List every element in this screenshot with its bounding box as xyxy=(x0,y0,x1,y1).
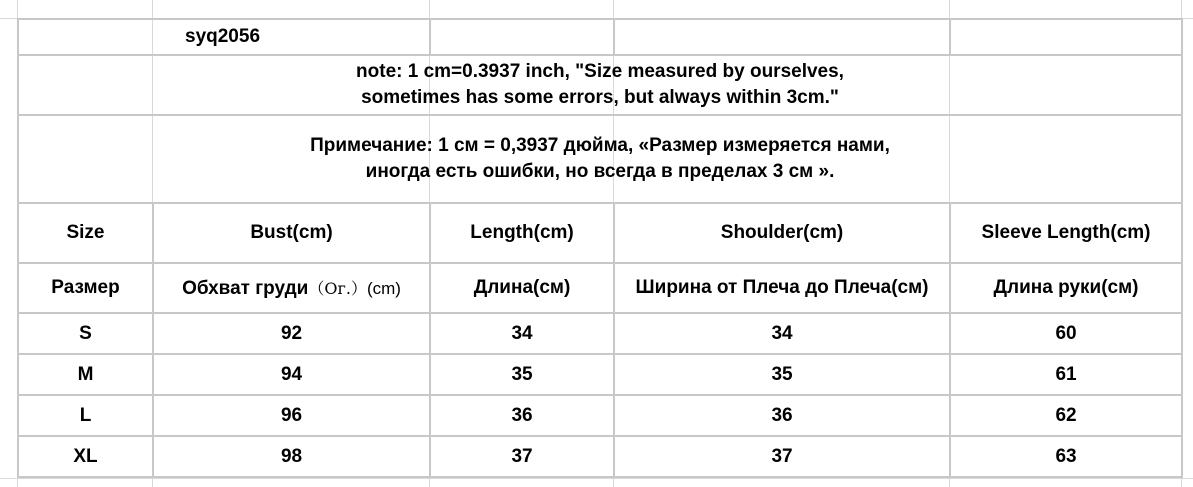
shoulder-cell[interactable]: 34 xyxy=(614,313,950,354)
shoulder-cell[interactable]: 37 xyxy=(614,436,950,477)
sleeve-cell[interactable]: 61 xyxy=(950,354,1182,395)
size-cell[interactable]: L xyxy=(18,395,153,436)
header-row-russian xyxy=(18,263,1182,313)
note-english-line-2: sometimes has some errors, but always within 3cm." xyxy=(361,87,839,108)
size-cell[interactable]: XL xyxy=(18,436,153,477)
sleeve-cell[interactable]: 60 xyxy=(950,313,1182,354)
size-cell[interactable]: S xyxy=(18,313,153,354)
header-shoulder[interactable]: Shoulder(cm) xyxy=(614,203,950,263)
sleeve-cell[interactable]: 63 xyxy=(950,436,1182,477)
product-code-cell[interactable] xyxy=(18,19,430,55)
length-cell[interactable]: 35 xyxy=(430,354,614,395)
header-bust-ru-unit: (cm) xyxy=(366,279,401,298)
bust-cell[interactable]: 96 xyxy=(153,395,430,436)
header-length-ru[interactable]: Длина(см) xyxy=(430,263,614,313)
note-english-row xyxy=(18,55,1182,115)
table-row xyxy=(18,395,1182,436)
shoulder-cell[interactable]: 36 xyxy=(614,395,950,436)
note-russian-row xyxy=(18,115,1182,203)
note-english-line-1: note: 1 cm=0.3937 inch, "Size measured by ourselves, xyxy=(356,61,844,82)
header-size-ru[interactable]: Размер xyxy=(18,263,153,313)
header-bust-ru-abbrev: （Ог.） xyxy=(308,279,367,298)
empty-cell[interactable] xyxy=(430,19,614,55)
note-english-cell[interactable] xyxy=(18,55,1182,115)
header-length[interactable]: Length(cm) xyxy=(430,203,614,263)
length-cell[interactable]: 36 xyxy=(430,395,614,436)
empty-cell[interactable] xyxy=(614,19,950,55)
grid-line xyxy=(0,478,1193,479)
header-bust[interactable]: Bust(cm) xyxy=(153,203,430,263)
product-code-row xyxy=(18,19,1182,55)
bust-cell[interactable]: 92 xyxy=(153,313,430,354)
table-row xyxy=(18,313,1182,354)
length-cell[interactable]: 37 xyxy=(430,436,614,477)
size-chart-table xyxy=(17,18,1183,478)
length-cell[interactable]: 34 xyxy=(430,313,614,354)
note-russian-line-1: Примечание: 1 см = 0,3937 дюйма, «Размер измеряется нами, xyxy=(310,135,890,156)
empty-cell[interactable] xyxy=(950,19,1182,55)
header-bust-ru-label: Обхват груди xyxy=(182,278,309,299)
note-russian-line-2: иногда есть ошибки, но всегда в пределах 3 см ». xyxy=(365,161,835,182)
size-cell[interactable]: M xyxy=(18,354,153,395)
header-sleeve-length[interactable]: Sleeve Length(cm) xyxy=(950,203,1182,263)
product-code: syq2056 xyxy=(185,26,261,47)
shoulder-cell[interactable]: 35 xyxy=(614,354,950,395)
header-bust-ru[interactable] xyxy=(153,263,430,313)
header-size[interactable]: Size xyxy=(18,203,153,263)
header-shoulder-ru[interactable]: Ширина от Плеча до Плеча(см) xyxy=(614,263,950,313)
note-russian-cell[interactable] xyxy=(18,115,1182,203)
table-row xyxy=(18,436,1182,477)
bust-cell[interactable]: 98 xyxy=(153,436,430,477)
bust-cell[interactable]: 94 xyxy=(153,354,430,395)
table-row xyxy=(18,354,1182,395)
header-sleeve-ru[interactable]: Длина руки(см) xyxy=(950,263,1182,313)
header-row-english xyxy=(18,203,1182,263)
sleeve-cell[interactable]: 62 xyxy=(950,395,1182,436)
